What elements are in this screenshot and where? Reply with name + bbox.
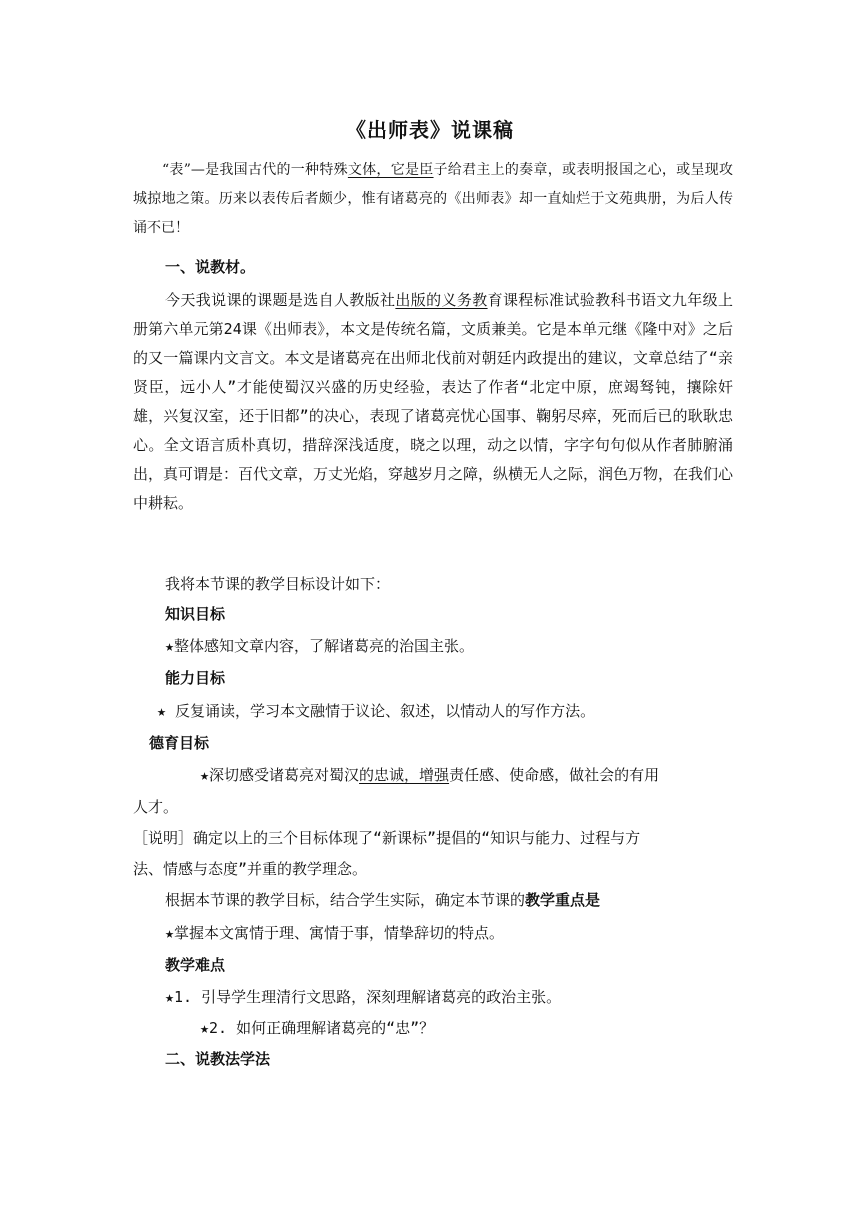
material-text-a: 今天我说课的课题是选自人教版社 bbox=[165, 291, 396, 309]
moral-underlined-text: 的忠诚，增强 bbox=[359, 766, 450, 784]
ability-goal-item: ★ 反复诵读，学习本文融情于议论、叙述，以情动人的写作方法。 bbox=[157, 702, 596, 720]
intro-text-b: 子给君主上的奏章，或表明报国之心，或呈现攻城掠地之策。历来以表传后者颇少，惟有诸葛亮的《出师表》却一直灿烂于文苑典册，为后人传诵不已！ bbox=[133, 162, 734, 236]
key-point-item: ★掌握本文寓情于理、寓情于事，情挚辞切的特点。 bbox=[165, 924, 505, 942]
key-points-bold: 教学重点是 bbox=[525, 891, 601, 909]
moral-goal-item bbox=[200, 763, 659, 787]
key-points-text: 根据本节课的教学目标，结合学生实际，确定本节课的 bbox=[165, 891, 526, 909]
knowledge-goal-item: ★整体感知文章内容，了解诸葛亮的治国主张。 bbox=[165, 637, 475, 655]
note-line-1: ［说明］确定以上的三个目标体现了“新课标”提倡的“知识与能力、过程与方 bbox=[133, 829, 641, 847]
knowledge-goal-heading: 知识目标 bbox=[165, 605, 226, 623]
material-text-b: 育课程标准试验教科书语文九年级上册第六单元第24课《出师表》，本文是传统名篇，文质兼美。它是本单元继《隆中对》之后的又一篇课内文言文。本文是诸葛亮在出师北伐前对朝廷内政提出的建议，文章总结了“亲贤臣，远小人”才能使蜀汉兴盛的历史经验，表达了作者“北定中原，庶竭驽钝，攘除奸雄，兴复汉室，还于旧都”的决心，表现了诸葛亮忧心国事、鞠躬尽瘁，死而后已的耿耿忠心。全文语言质朴真切，措辞深浅适度，晓之以理，动之以情，字字句句似从作者肺腑涌出，真可谓是：百代文章，万丈光焰，穿越岁月之障，纵横无人之际，润色万物，在我们心中耕耘。 bbox=[133, 291, 734, 512]
ability-goal-heading: 能力目标 bbox=[165, 669, 226, 687]
section-heading-methods: 二、说教法学法 bbox=[165, 1050, 271, 1068]
difficulty-item-1: ★1. 引导学生理清行文思路，深刻理解诸葛亮的政治主张。 bbox=[165, 988, 562, 1006]
moral-text-a: ★深切感受诸葛亮对蜀汉 bbox=[200, 766, 360, 784]
intro-underlined-text: 文体，它是臣 bbox=[347, 162, 434, 178]
difficulty-heading: 教学难点 bbox=[165, 956, 226, 974]
moral-text-b: 责任感、使命感，做社会的有用 bbox=[449, 766, 660, 784]
material-paragraph bbox=[133, 286, 733, 518]
section-heading-teaching-material: 一、说教材。 bbox=[165, 258, 256, 276]
intro-text-a: “表”—是我国古代的一种特殊 bbox=[162, 162, 348, 178]
intro-paragraph bbox=[133, 156, 733, 243]
moral-goal-continuation: 人才。 bbox=[133, 798, 179, 816]
difficulty-item-2: ★2. 如何正确理解诸葛亮的“忠”？ bbox=[200, 1019, 435, 1037]
material-underlined-text: 出版的义务教 bbox=[395, 291, 488, 309]
key-points-intro bbox=[165, 888, 600, 912]
moral-goal-heading: 德育目标 bbox=[149, 734, 210, 752]
goals-intro: 我将本节课的教学目标设计如下： bbox=[165, 575, 391, 593]
note-line-2: 法、情感与态度”并重的教学理念。 bbox=[133, 860, 368, 878]
page-title: 《出师表》说课稿 bbox=[346, 118, 514, 142]
